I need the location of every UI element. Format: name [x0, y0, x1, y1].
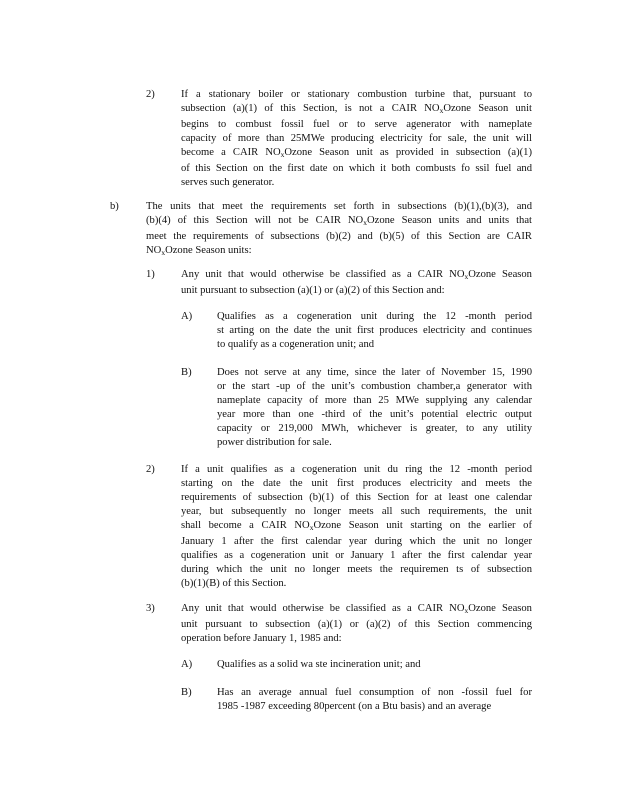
text-line: capacity or 219,000 MWh, whichever is greater, to any utility — [217, 423, 532, 434]
subscript-x: x — [464, 606, 469, 615]
subscript-x: x — [280, 150, 285, 159]
paragraph-text — [181, 602, 532, 646]
text-line: (b)(1)(B) of this Section. — [181, 578, 287, 589]
text-line: (b)(4) of this Section will not be CAIR $NO_xOzone$ Season units and units that — [146, 215, 532, 227]
text-line: $NO_xOzone$ Season units: — [146, 245, 252, 257]
paragraph-text — [217, 658, 532, 672]
text-line: unit pursuant to subsection (a)(1) or (a)(2) of this Section commencing — [181, 619, 532, 630]
text-line: January 1 after the first calendar year during which the unit no longer — [181, 536, 532, 547]
subscript-x: x — [464, 272, 469, 281]
paragraph-text — [217, 366, 532, 450]
item-label: A) — [181, 311, 193, 322]
paragraph-text — [217, 310, 532, 352]
item-label: 2) — [146, 89, 155, 100]
text-line: Has an average annual fuel consumption of non -fossil fuel for — [217, 687, 532, 698]
text-line: begins to combust fossil fuel or to serve agenerator with nameplate — [181, 119, 532, 130]
text-line: year more than one -third of the unit’s potential electric output — [217, 409, 532, 420]
paragraph-text — [217, 686, 532, 714]
item-label: 2) — [146, 464, 155, 475]
text-line: st arting on the date the unit first produces electricity and continues — [217, 325, 532, 336]
text-line: The units that meet the requirements set forth in subsections (b)(1),(b)(3), and — [146, 201, 532, 212]
text-line: If a unit qualifies as a cogeneration unit du ring the 12 -month period — [181, 464, 532, 475]
text-line: Qualifies as a cogeneration unit during the 12 -month period — [217, 311, 532, 322]
text-line: capacity of more than 25MWe producing electricity for sale, the unit will — [181, 133, 532, 144]
subscript-x: x — [161, 248, 166, 257]
text-line: Any unit that would otherwise be classified as a CAIR $NO_xOzone$ Season — [181, 269, 532, 281]
text-line: Does not serve at any time, since the later of November 15, 1990 — [217, 367, 532, 378]
subscript-x: x — [309, 523, 314, 532]
text-line: operation before January 1, 1985 and: — [181, 633, 342, 644]
text-line: to qualify as a cogeneration unit; and — [217, 339, 375, 350]
subscript-x: x — [439, 106, 444, 115]
text-line: Any unit that would otherwise be classified as a CAIR $NO_xOzone$ Season — [181, 603, 532, 615]
text-line: If a stationary boiler or stationary combustion turbine that, pursuant to — [181, 89, 532, 100]
item-label: A) — [181, 659, 193, 670]
item-label: 1) — [146, 269, 155, 280]
text-line: meet the requirements of subsections (b)(2) and (b)(5) of this Section are CAIR — [146, 231, 532, 242]
text-line: of this Section on the first date on which it both combusts fo ssil fuel and — [181, 163, 532, 174]
text-line: requirements of subsection (b)(1) of this Section for at least one calendar — [181, 492, 532, 503]
text-line: unit pursuant to subsection (a)(1) or (a)(2) of this Section and: — [181, 285, 445, 296]
item-label: B) — [181, 687, 192, 698]
paragraph-text — [146, 200, 532, 260]
paragraph-text — [181, 268, 532, 298]
text-line: serves such generator. — [181, 177, 275, 188]
text-line: during which the unit no longer meets the requiremen ts of subsection — [181, 564, 532, 575]
text-line: qualifies as a cogeneration unit or January 1 after the first calendar year — [181, 550, 532, 561]
text-line: subsection (a)(1) of this Section, is not a CAIR $NO_xOzone$ Season unit — [181, 103, 532, 115]
item-label: b) — [110, 201, 119, 212]
text-line: year, but subsequently no longer meets all such requirements, the unit — [181, 506, 532, 517]
text-line: starting on the date the unit first produces electricity and meets the — [181, 478, 532, 489]
item-label: 3) — [146, 603, 155, 614]
text-line: 1985 -1987 exceeding 80percent (on a Btu basis) and an average — [217, 701, 492, 712]
subscript-x: x — [363, 218, 367, 227]
text-line: Qualifies as a solid wa ste incineration unit; and — [217, 659, 421, 670]
paragraph-text — [181, 463, 532, 591]
text-line: power distribution for sale. — [217, 437, 332, 448]
paragraph-text — [181, 88, 532, 190]
text-line: become a CAIR $NO_xOzone$ Season unit as provided in subsection (a)(1) — [181, 147, 532, 159]
item-label: B) — [181, 367, 192, 378]
text-line: or the start -up of the unit’s combustion chamber,a generator with — [217, 381, 532, 392]
text-line: shall become a CAIR $NO_xOzone$ Season unit starting on the earlier of — [181, 520, 532, 532]
text-line: nameplate capacity of more than 25 MWe supplying any calendar — [217, 395, 532, 406]
